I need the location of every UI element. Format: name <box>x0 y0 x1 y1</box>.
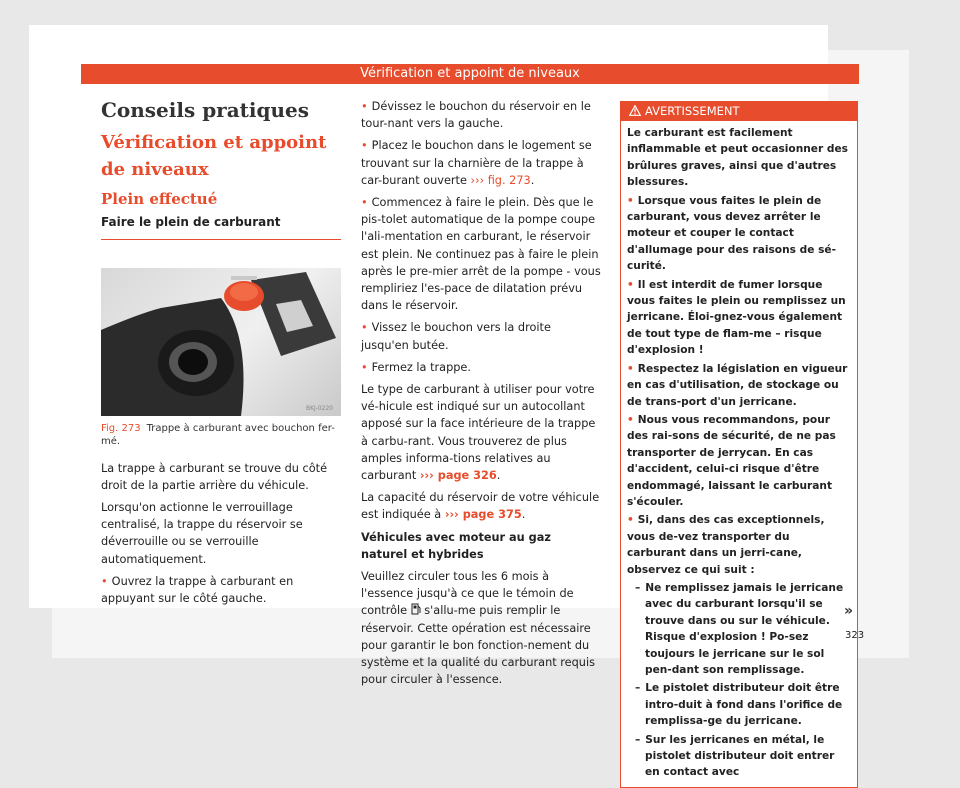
chapter-title: Conseils pratiques <box>101 98 310 122</box>
figure-caption <box>101 422 341 448</box>
bullet-item <box>101 573 341 607</box>
paragraph <box>361 489 601 523</box>
figure-reference-link[interactable]: ››› fig. 273 <box>470 173 531 187</box>
warning-item <box>627 193 851 275</box>
bullet-text: Fermez la trappe. <box>371 360 471 374</box>
bullet-text: Placez le bouchon dans le logement se trouvant sur la charnière de la trappe à car-burant ouverte <box>361 139 592 187</box>
topic-title: Faire le plein de carburant <box>101 214 341 239</box>
paragraph-text: s'allu-me puis remplir le réservoir. Cette opération est nécessaire pour garantir le bon fonction-nement du système et la qualité du carburant requis pour circuler à l'essence. <box>361 604 595 687</box>
paragraph-text: La capacité du réservoir de votre véhicule est indiquée à <box>361 491 600 522</box>
warning-title: AVERTISSEMENT <box>645 104 740 118</box>
warning-item-text: Si, dans des cas exceptionnels, vous de-vez transporter du carburant dans un jerri-cane, observez ce qui suit : <box>627 514 825 576</box>
fuel-warning-lamp-icon <box>411 603 421 615</box>
warning-intro: Le carburant est facilement inflammable et peut occasionner des brûlures graves, ainsi que d'autres blessures. <box>627 127 848 189</box>
fuel-flap-illustration <box>101 268 341 416</box>
punctuation: . <box>496 469 501 483</box>
punctuation: . <box>530 173 535 187</box>
warning-subitem <box>627 580 854 678</box>
warning-subitem-text: Sur les jerricanes en métal, le pistolet distributeur doit entrer en contact avec <box>645 733 835 779</box>
paragraph <box>361 568 601 688</box>
bullet-text: Vissez le bouchon vers la droite jusqu'en butée. <box>361 321 551 352</box>
bullet-item <box>361 194 601 314</box>
subheading: Véhicules avec moteur au gaz naturel et hybrides <box>361 530 551 561</box>
bullet-text: Dévissez le bouchon du réservoir en le tour-nant vers la gauche. <box>361 100 591 131</box>
bullet-item <box>361 137 601 189</box>
figure-caption-text: Trappe à carburant avec bouchon fer-mé. <box>101 422 335 447</box>
subsection-title: Plein effectué <box>101 190 218 209</box>
photo-code: BKJ-0220 <box>305 404 333 412</box>
warning-body <box>621 121 857 781</box>
paragraph: La trappe à carburant se trouve du côté droit de la partie arrière du véhicule. <box>101 461 328 492</box>
paragraph-text: Veuillez circuler tous les 6 mois à l'essence jusqu'à ce que le témoin de contrôle <box>361 570 574 618</box>
warning-item-text: Lorsque vous faites le plein de carburant, vous devez arrêter le moteur et couper le contact d'allumage pour des raisons de sé-curité. <box>627 194 836 273</box>
warning-item-text: Nous vous recommandons, pour des rai-sons de sécurité, de ne pas transporter de jerrycan. En cas d'accident, celui-ci risque d'être endommagé, laissant le carburant s'écouler. <box>627 413 836 508</box>
column-middle <box>361 98 601 694</box>
bullet-item <box>361 359 601 376</box>
warning-triangle-icon <box>629 105 641 116</box>
warning-subitem-text: Le pistolet distributeur doit être intro-duit à fond dans l'orifice de remplissa-ge du jerricane. <box>645 682 843 728</box>
warning-item <box>627 512 851 578</box>
section-title: Vérification et appoint de niveaux <box>101 132 327 181</box>
page-reference-link[interactable]: ››› page 375 <box>444 508 522 522</box>
figure-label: Fig. 273 <box>101 422 141 434</box>
fuel-cap-photo <box>101 268 341 416</box>
bullet-text: Commencez à faire le plein. Dès que le pis-tolet automatique de la pompe coupe l'ali-mentation en carburant, le réservoir est plein. Ne continuez pas à faire le plein après le pre-mier arrêt de la pompe - vous rempliriez l'es-pace de dilatation prévu dans le réservoir. <box>361 196 601 313</box>
warning-panel <box>620 101 858 788</box>
section-header: Vérification et appoint de niveaux <box>81 64 859 84</box>
warning-subitem <box>627 732 851 781</box>
paragraph <box>361 381 601 484</box>
paragraph: Lorsqu'on actionne le verrouillage centralisé, la trappe du réservoir se déverrouille ou se verrouille automatiquement. <box>101 501 303 566</box>
warning-header <box>621 101 857 121</box>
warning-item <box>627 361 851 410</box>
warning-item-text: Il est interdit de fumer lorsque vous faites le plein ou remplissez un jerricane. Éloi-gnez-vous également de tout type de flam-me – risque d'explosion ! <box>627 278 846 357</box>
warning-subitem <box>627 680 851 729</box>
warning-item <box>627 277 851 359</box>
punctuation: . <box>521 508 526 522</box>
warning-subitem-text: Ne remplissez jamais le jerricane avec du carburant lorsqu'il se trouve dans ou sur le véhicule. Risque d'explosion ! Po-sez toujours le jerricane sur le sol pen-dant son remplissage. <box>645 581 844 676</box>
warning-box <box>620 101 858 788</box>
bullet-item <box>361 319 601 353</box>
bullet-item <box>361 98 601 132</box>
bullet-text: Ouvrez la trappe à carburant en appuyant sur le côté gauche. <box>101 574 294 606</box>
continued-mark: » <box>844 603 854 619</box>
column-left <box>101 98 341 612</box>
page-number: 323 <box>845 630 865 641</box>
warning-item <box>627 412 851 510</box>
paragraph-text: Le type de carburant à utiliser pour votre vé-hicule est indiqué sur un autocollant apposé sur la face intérieure de la trappe à carbu-rant. Vous trouverez de plus amples informa-tions relatives au carburant <box>361 383 596 483</box>
page-reference-link[interactable]: ››› page 326 <box>419 469 497 483</box>
warning-item-text: Respectez la législation en vigueur en cas d'utilisation, de stockage ou de trans-port d'un jerricane. <box>627 362 848 408</box>
